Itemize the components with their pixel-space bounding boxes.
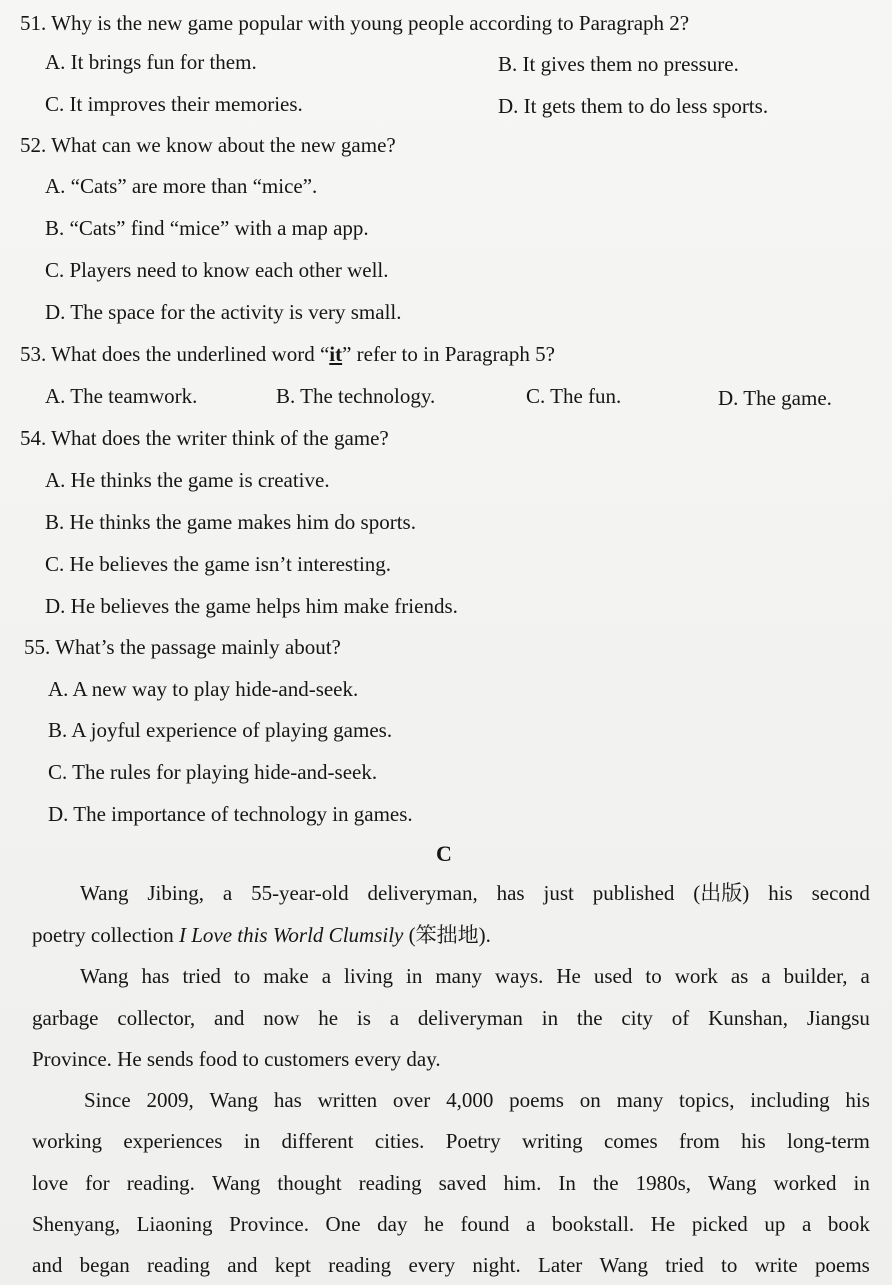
word: a: [526, 1212, 536, 1236]
word: worked: [773, 1171, 837, 1195]
word: 4,000: [446, 1088, 494, 1112]
word: including: [750, 1088, 830, 1112]
para2-line3: Province. He sends food to customers every day.: [32, 1047, 441, 1071]
q55-option-c: C. The rules for playing hide-and-seek.: [48, 760, 378, 784]
para3-line5: [32, 1251, 870, 1279]
word: Since: [84, 1088, 131, 1112]
word: him.: [503, 1171, 542, 1195]
word: Shenyang,: [32, 1212, 121, 1236]
q55-option-a: A. A new way to play hide-and-seek.: [48, 677, 359, 701]
word: a: [860, 964, 870, 988]
word: tried: [182, 964, 221, 988]
word: a: [222, 881, 233, 905]
para1-line2-before: poetry collection: [32, 923, 179, 947]
word: 2009,: [146, 1088, 194, 1112]
word: Wang: [211, 1171, 261, 1195]
word: 55-year-old: [251, 881, 349, 905]
word: published: [592, 881, 675, 905]
word: is: [356, 1006, 371, 1030]
word: collector,: [117, 1006, 196, 1030]
word: write: [754, 1253, 798, 1277]
word: from: [678, 1129, 720, 1153]
word: has: [141, 964, 170, 988]
word: a: [389, 1006, 400, 1030]
para2-line2: [32, 1004, 870, 1032]
word: day: [377, 1212, 408, 1236]
word: book: [827, 1212, 870, 1236]
word: over: [392, 1088, 431, 1112]
word: to: [721, 1253, 738, 1277]
word: different: [281, 1129, 354, 1153]
word: night.: [472, 1253, 521, 1277]
q53-option-b: B. The technology.: [276, 384, 436, 408]
word: cities.: [374, 1129, 425, 1153]
word: a: [761, 964, 771, 988]
word: working: [32, 1129, 102, 1153]
para3-line4: [32, 1210, 870, 1238]
word: in: [406, 964, 423, 988]
word: and: [32, 1253, 63, 1277]
word: his: [768, 881, 793, 905]
word: ways.: [494, 964, 544, 988]
word: just: [543, 881, 574, 905]
word: Wang: [80, 881, 129, 905]
word: Province.: [229, 1212, 309, 1236]
word: used: [593, 964, 633, 988]
word: written: [317, 1088, 378, 1112]
word: Kunshan,: [708, 1006, 789, 1030]
question-53: [20, 340, 555, 368]
word: Jiangsu: [806, 1006, 870, 1030]
q54-option-a: A. He thinks the game is creative.: [45, 468, 330, 492]
word: to: [645, 964, 662, 988]
word: Wang: [599, 1253, 649, 1277]
word: poems: [509, 1088, 564, 1112]
word: in: [243, 1129, 261, 1153]
para1-line2: [32, 921, 491, 949]
word: a: [321, 964, 332, 988]
para1-line1: [80, 879, 870, 907]
word: has: [273, 1088, 302, 1112]
q52-option-c: C. Players need to know each other well.: [45, 258, 389, 282]
poetry-collection-title: I Love this World Clumsily: [178, 923, 404, 947]
q53-option-d: D. The game.: [718, 386, 832, 410]
word: thought: [277, 1171, 342, 1195]
q54-option-d: D. He believes the game helps him make friends.: [45, 594, 458, 618]
word: in: [541, 1006, 559, 1030]
word: of: [671, 1006, 690, 1030]
word: his: [741, 1129, 766, 1153]
q53-text-after: ” refer to in Paragraph 5?: [342, 342, 555, 366]
word: garbage: [32, 1006, 99, 1030]
word: Jibing,: [147, 881, 204, 905]
word: reading: [146, 1253, 210, 1277]
q51-option-a: A. It brings fun for them.: [45, 50, 257, 74]
q54-option-b: B. He thinks the game makes him do sports.: [45, 510, 416, 534]
q53-text-before: 53. What does the underlined word “: [20, 342, 330, 366]
word: deliveryman,: [367, 881, 478, 905]
word: Wang: [708, 1171, 757, 1195]
word: up: [764, 1212, 786, 1236]
question-51: 51. Why is the new game popular with young people according to Paragraph 2?: [20, 11, 690, 35]
question-54: 54. What does the writer think of the game?: [20, 426, 389, 450]
word: for: [85, 1171, 110, 1195]
word: 1980s,: [635, 1171, 692, 1195]
word: He: [650, 1212, 676, 1236]
section-title: C: [436, 841, 452, 866]
word: work: [674, 964, 718, 988]
word: many: [616, 1088, 664, 1112]
para3-line3: [32, 1169, 870, 1197]
q52-option-d: D. The space for the activity is very small.: [45, 300, 402, 324]
word: love: [32, 1171, 69, 1195]
word: topics,: [679, 1088, 735, 1112]
word: deliveryman: [417, 1006, 523, 1030]
word: tried: [665, 1253, 704, 1277]
q54-option-c: C. He believes the game isn’t interesting.: [45, 552, 392, 576]
underlined-word: it: [329, 342, 343, 366]
word: and: [227, 1253, 258, 1277]
q51-option-b: B. It gives them no pressure.: [498, 52, 739, 76]
word: living: [344, 964, 394, 988]
q53-option-a: A. The teamwork.: [45, 384, 198, 408]
word: his: [845, 1088, 870, 1112]
word: Wang: [209, 1088, 258, 1112]
word: poems: [815, 1253, 870, 1277]
word: picked: [691, 1212, 748, 1236]
q52-option-b: B. “Cats” find “mice” with a map app.: [45, 216, 369, 240]
word: the: [592, 1171, 619, 1195]
word: builder,: [783, 964, 848, 988]
word: reading: [358, 1171, 422, 1195]
word: he: [424, 1212, 444, 1236]
word: Poetry: [445, 1129, 501, 1153]
word: now: [263, 1006, 300, 1030]
word: on: [579, 1088, 601, 1112]
word: make: [263, 964, 309, 988]
word: second: [811, 881, 870, 905]
q52-option-a: A. “Cats” are more than “mice”.: [45, 174, 318, 198]
word: found: [460, 1212, 510, 1236]
word: to: [233, 964, 251, 988]
word: Liaoning: [136, 1212, 213, 1236]
word: every: [408, 1253, 456, 1277]
word: as: [730, 964, 749, 988]
q55-option-b: B. A joyful experience of playing games.: [48, 718, 393, 742]
word: experiences: [123, 1129, 223, 1153]
word: city: [621, 1006, 653, 1030]
word: saved: [438, 1171, 487, 1195]
word: (出版): [693, 881, 750, 905]
word: Wang: [80, 964, 129, 988]
word: began: [79, 1253, 130, 1277]
q53-option-c: C. The fun.: [526, 384, 622, 408]
word: many: [435, 964, 482, 988]
word: in: [853, 1171, 870, 1195]
question-52: 52. What can we know about the new game?: [20, 133, 396, 157]
para2-line1: [80, 962, 870, 990]
word: long-term: [787, 1129, 870, 1153]
word: a: [801, 1212, 812, 1236]
word: reading.: [126, 1171, 195, 1195]
word: he: [318, 1006, 339, 1030]
q51-option-c: C. It improves their memories.: [45, 92, 303, 116]
question-55: 55. What’s the passage mainly about?: [24, 635, 341, 659]
word: has: [496, 881, 525, 905]
q55-option-d: D. The importance of technology in games.: [48, 802, 413, 826]
word: the: [576, 1006, 603, 1030]
word: bookstall.: [551, 1212, 635, 1236]
word: comes: [603, 1129, 658, 1153]
word: One: [325, 1212, 361, 1236]
word: In: [558, 1171, 576, 1195]
word: and: [214, 1006, 245, 1030]
word: reading: [328, 1253, 392, 1277]
word: Later: [538, 1253, 583, 1277]
word: kept: [274, 1253, 311, 1277]
para3-line1: [84, 1086, 870, 1114]
para1-line2-after: (笨拙地).: [403, 923, 491, 947]
word: He: [556, 964, 581, 988]
q51-option-d: D. It gets them to do less sports.: [498, 94, 769, 118]
para3-line2: [32, 1127, 870, 1155]
word: writing: [521, 1129, 583, 1153]
